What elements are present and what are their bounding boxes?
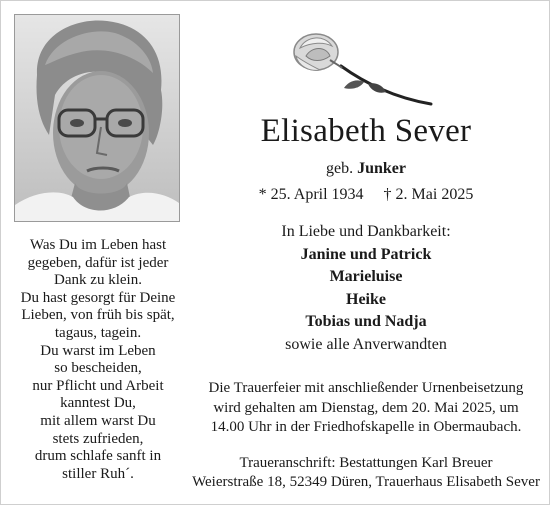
poem-line: drum schlafe sanft in xyxy=(34,448,162,465)
mourners-block xyxy=(196,221,536,356)
poem-line: Du warst im Leben xyxy=(40,342,156,359)
poem-line: tagaus, tagein. xyxy=(54,324,142,341)
life-dates xyxy=(196,186,536,204)
poem-line: gegeben, dafür ist jeder xyxy=(27,254,169,271)
poem-line: so bescheiden, xyxy=(54,360,142,377)
address-line: Weierstraße 18, 52349 Düren, Trauerhaus Elisabeth Sever xyxy=(192,474,540,490)
birth-date: * 25. April 1934 xyxy=(258,186,364,203)
deceased-name: Elisabeth Sever xyxy=(260,113,472,149)
poem-line: Du hast gesorgt für Deine xyxy=(20,289,176,306)
memorial-poem xyxy=(13,237,183,483)
condolence-address xyxy=(186,454,546,492)
mourner-name: Tobias und Nadja xyxy=(305,313,427,330)
funeral-line: 14.00 Uhr in der Friedhofskapelle in Obermaubach. xyxy=(210,419,522,435)
portrait-photo xyxy=(14,14,180,222)
poem-line: Was Du im Leben hast xyxy=(29,237,167,253)
death-date: † 2. Mai 2025 xyxy=(383,186,474,203)
poem-line: Dank zu klein. xyxy=(54,272,142,289)
poem-line: kanntest Du, xyxy=(60,395,136,412)
maiden-prefix: geb. xyxy=(325,160,354,177)
mourners-outro: sowie alle Anverwandten xyxy=(285,335,447,353)
funeral-line: wird gehalten am Dienstag, dem 20. Mai 2025, um xyxy=(213,399,519,416)
poem-line: nur Pflicht und Arbeit xyxy=(32,377,164,394)
mourner-name: Heike xyxy=(346,290,386,308)
poem-line: Lieben, von früh bis spät, xyxy=(21,307,175,324)
mourner-name: Marieluise xyxy=(329,268,403,285)
maiden-surname: Junker xyxy=(357,160,406,177)
funeral-line: Die Trauerfeier mit anschließender Urnenbeisetzung xyxy=(208,380,524,396)
mourner-name: Janine und Patrick xyxy=(300,245,432,263)
poem-line: stets zufrieden, xyxy=(52,430,144,447)
address-line: Traueranschrift: Bestattungen Karl Breuer xyxy=(239,455,493,471)
funeral-notice xyxy=(196,379,536,438)
poem-line: mit allem warst Du xyxy=(40,412,156,429)
rose-icon xyxy=(286,26,436,111)
mourners-intro: In Liebe und Dankbarkeit: xyxy=(281,223,451,240)
maiden-name xyxy=(196,160,536,178)
poem-line: stiller Ruh´. xyxy=(62,465,134,482)
